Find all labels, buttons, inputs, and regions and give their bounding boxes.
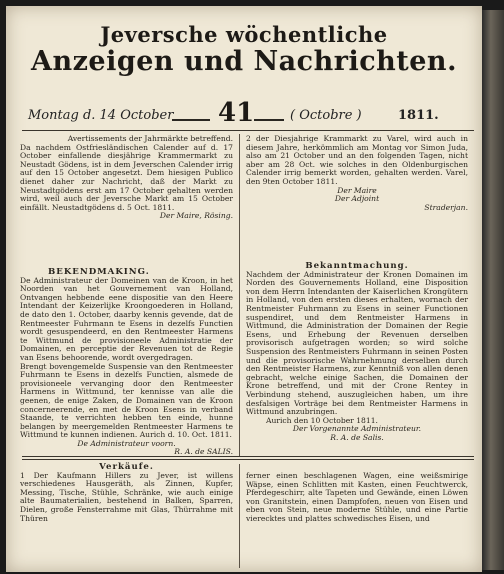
issue-number: 41 [218,98,255,128]
bekanntmachung-text: Nachdem der Administrateur der Kronen Domainen im Norden des Gouvernements Holland, eine Disposition von dem Herrn Intendanten der Kaiserlichen Krongütern in Holland, von den ersten dieses erhalten, wornach der Rentmeister Fuhrmann zu Esens in seiner Functionen suspendiret, und dem Rentmeister Harmens in Wittmund, die Administration der Domainen der Regie Esens, und Erhebung der Revenuen derselben provisorisch aufgetragen worden; so wird solche Suspension des Rentmeisters Fuhrmann in seinen Posten und die provisorische Wahrnehmung derselben durch den Rentmeister Harmens, zur Kenntniß von allen denen gebracht, welche einige Sachen, die Domainen der Krone betreffend, und mit der Crone Rentey in Verbindung stehend, auszugleichen haben, um ihre desfalsigen Vorträge bei dem Rentmeister Harmens in Wittmund anzubringen. [246,269,468,417]
verkaufe-text-left: 1 Der Kaufmann Hillers zu Jever, ist willens verschiedenes Hausgeräth, als Zinnen, Kupfer, Messing, Tische, Stühle, Schränke, wie auch einige alte Baumaterialien, bestehend in Balken, Sparren, Dielen, große Fensterrahme mit Glas, Thürrahme mit Thüren [20,470,233,523]
dateline-day: Montag d. 14 October [28,108,174,123]
left-top-article [20,135,233,221]
bekendmaking-text1: De Administrateur der Domeinen van de Kroon, in het Noorden van het Gouvernement van Holland, Ontvangen hebbende eene dispositie van den Heere Intendant der Keizerlijke Kroongoederen in Holland, de dato den 1. October, daarby kennis gevende, dat de Rentmeester Fuhrmann te Esens in dezelfs Functien wordt gesuspendeerd, en den Rentmeester Harmens te Wittmund de provisioneele Administratie der Domainen, en perceptie der Revenuen tot de Regie van Esens behoorende, wordt overgedragen. [20,275,233,362]
bekendmaking-heading: BEKENDMAKING. [48,267,150,277]
sales-left [20,463,233,523]
column-divider-bottom [239,464,240,568]
sales-right [246,472,468,524]
verkaufe-text-right: ferner einen beschlagenen Wagen, eine weißsmirige Wäpse, einen Schlitten mit Kasten, einen Feuchtwerck, Pferdegeschirr, alte Tapeten und Gewände, einen Löwen von Granitstein, einen Dampfofen, neuen von Eisen und eben von Stein, neue moderne Stühle, und eine Partie vierecktes und plattes schwedisches Eisen, und [246,471,468,523]
header-rule [22,130,474,131]
dateline-year: 1811. [398,108,439,123]
bekanntmachung-date: Aurich den 10 October 1811. [266,415,378,425]
bekendmaking-text2: Brengt bovengemelde Suspensie van den Rentmeester Fuhrmann te Esens in dezelfs Functien, alsmede de provisioneele vervanging door den Rentmeester Harmens in Wittmund, ter kennisse van alle die geenen, de enige Zaken, de Domainen van de Kroon concerneerende, en met de Kroon Esens in verband Staande, te verrichten hebben ten einde, hunne belangen by meergemelden Rentmeester Harmens te Wittmund te kunnen indienen. Aurich d. 10. Oct. 1811. [20,361,233,440]
dateline-rule-right [254,119,284,121]
right-mid-article [246,262,468,442]
varel-signature3: Straderjan. [424,202,468,212]
dateline-month-fr: ( Octobre ) [290,108,362,123]
masthead-line1: Jeversche wöchentliche [100,22,388,47]
varel-signature1: Der Maire [337,185,377,195]
verkaufe-heading: Verkäufe. [99,462,154,472]
bekendmaking-signature2: R. A. de SALIS. [174,447,233,457]
masthead-line2: Anzeigen und Nachrichten. [31,46,457,77]
section-rule [22,456,474,457]
bekendmaking-signature1: De Administrateur voorn. [77,438,176,448]
avertissement-text: Da nachdem Ostfriesländischen Calender auf d. 17 October einfallende diesjährige Krammermarkt zu Neustadt Gödens, ist in dem Jeverschen Calender irrig auf den 15 October angesetzt. Dem hiesigen Publico dienet daher zur Nachricht, daß der Markt zu Neustadtgödens erst am 17 October gehalten werden wird, weil auch der Jeversche Markt am 15 October einfällt. Neustadtgödens d. 5 Oct. 1811. [20,142,233,212]
book-edge [482,10,504,570]
left-mid-article [20,268,233,457]
varel-text: 2 der Diesjahrige Krammarkt zu Varel, wird auch in diesem Jahre, herkömmlich am Montag vor Simon Juda, also am 21 October und an den folgenden Tagen, nicht aber am 28 Oct. wie solches in den Oldenburgischen Calender irrig bemerkt worden, gehalten werden. Varel, den 9ten October 1811. [246,134,468,186]
column-divider [239,134,240,456]
avertissement-signature: Der Maire, Rösing. [159,211,233,221]
bekanntmachung-heading: Bekanntmachung. [305,261,409,271]
newspaper-page [6,6,482,572]
avertissement-heading: Avertissements der Jahrmärkte betreffend. [67,134,233,143]
bekanntmachung-signature1: Der Vorgenannte Administrateur. [292,424,422,434]
section-rule-double [22,459,474,460]
dateline-rule-left [172,119,210,121]
varel-signature2: Der Adjoint [334,194,380,204]
bekanntmachung-signature2: R. A. de Salis. [330,432,384,442]
dateline [22,98,472,130]
right-top-article [246,135,468,212]
